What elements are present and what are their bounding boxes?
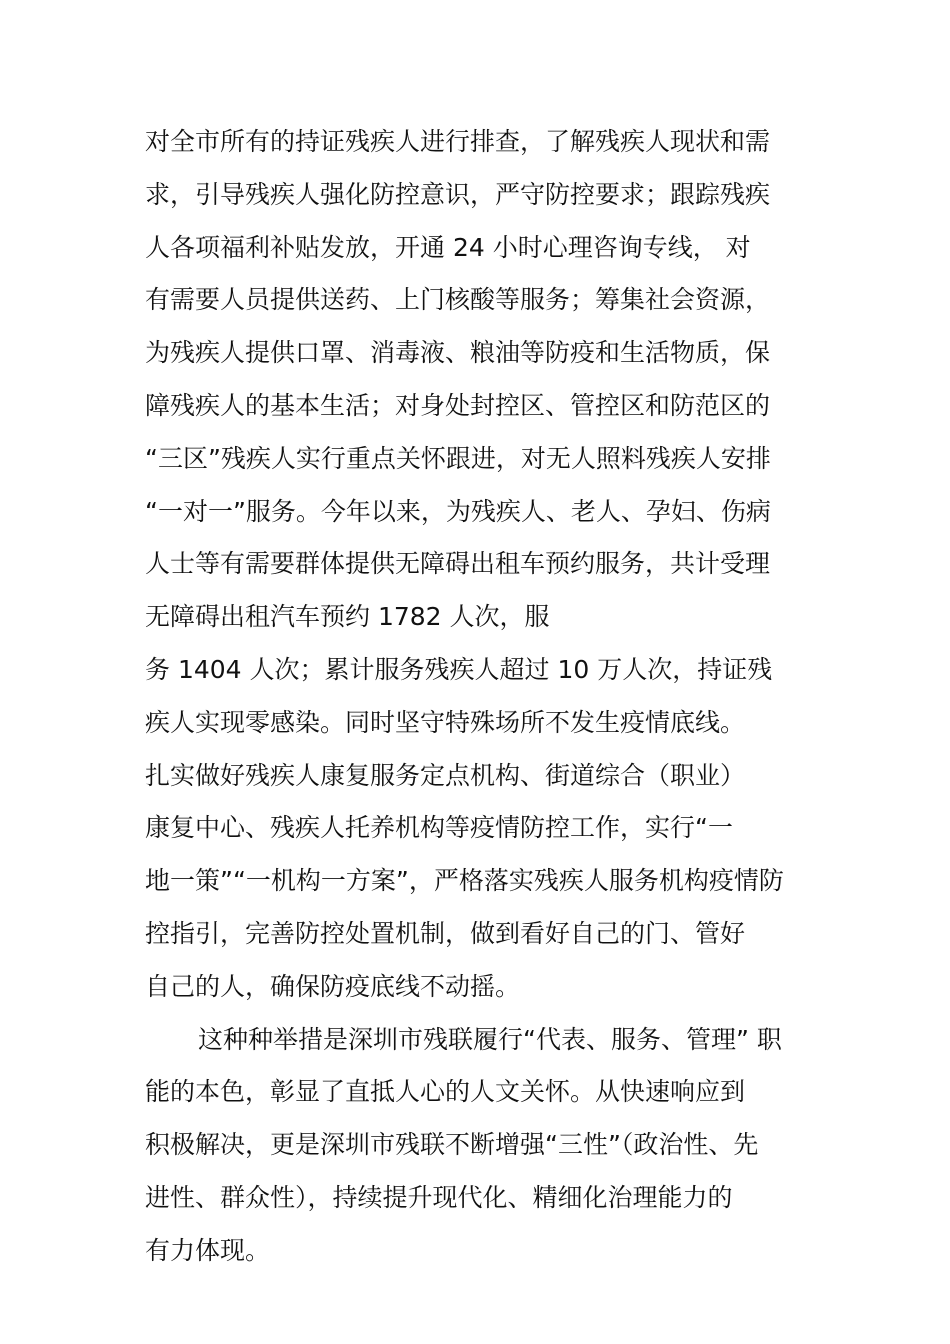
text-line: 控指引，完善防控处置机制，做到看好自己的门、管好	[145, 918, 746, 948]
text-line: 为残疾人提供口罩、消毒液、粮油等防疫和生活物质，保	[145, 338, 771, 368]
text-line: 疾人实现零感染。同时坚守特殊场所不发生疫情底线。	[145, 707, 746, 737]
text-line: 求，引导残疾人强化防控意识，严守防控要求；跟踪残疾	[145, 179, 771, 209]
text-line: 人士等有需要群体提供无障碍出租车预约服务，共计受理	[145, 549, 771, 579]
text-line: 障残疾人的基本生活；对身处封控区、管控区和防范区的	[145, 390, 771, 420]
text-line: 进性、群众性），持续提升现代化、精细化治理能力的	[145, 1182, 733, 1212]
text-line: 积极解决，更是深圳市残联不断增强“三性”（政治性、先	[145, 1130, 759, 1160]
text-line: 务 1404 人次；累计服务残疾人超过 10 万人次，持证残	[145, 654, 773, 684]
text-line: 自己的人，确保防疫底线不动摇。	[145, 971, 521, 1001]
text-line: 有需要人员提供送药、上门核酸等服务；筹集社会资源，	[145, 285, 771, 315]
text-line: 无障碍出租汽车预约 1782 人次，服	[145, 602, 550, 632]
text-line: 扎实做好残疾人康复服务定点机构、街道综合（职业）	[145, 760, 746, 790]
paragraph-start-line: 这种种举措是深圳市残联履行“代表、服务、管理” 职	[198, 1024, 782, 1054]
text-line: “三区”残疾人实行重点关怀跟进，对无人照料残疾人安排	[145, 443, 771, 473]
text-line: 有力体现。	[145, 1235, 271, 1265]
text-line: 人各项福利补贴发放，开通 24 小时心理咨询专线， 对	[145, 232, 751, 262]
body-text	[145, 116, 835, 1278]
text-line: “一对一”服务。今年以来，为残疾人、老人、孕妇、伤病	[145, 496, 771, 526]
text-line: 康复中心、残疾人托养机构等疫情防控工作，实行“一	[145, 813, 733, 843]
text-line: 能的本色，彰显了直抵人心的人文关怀。从快速响应到	[145, 1077, 746, 1107]
text-line: 对全市所有的持证残疾人进行排查，了解残疾人现状和需	[145, 127, 771, 156]
text-line: 地一策”“一机构一方案”，严格落实残疾人服务机构疫情防	[145, 866, 784, 896]
